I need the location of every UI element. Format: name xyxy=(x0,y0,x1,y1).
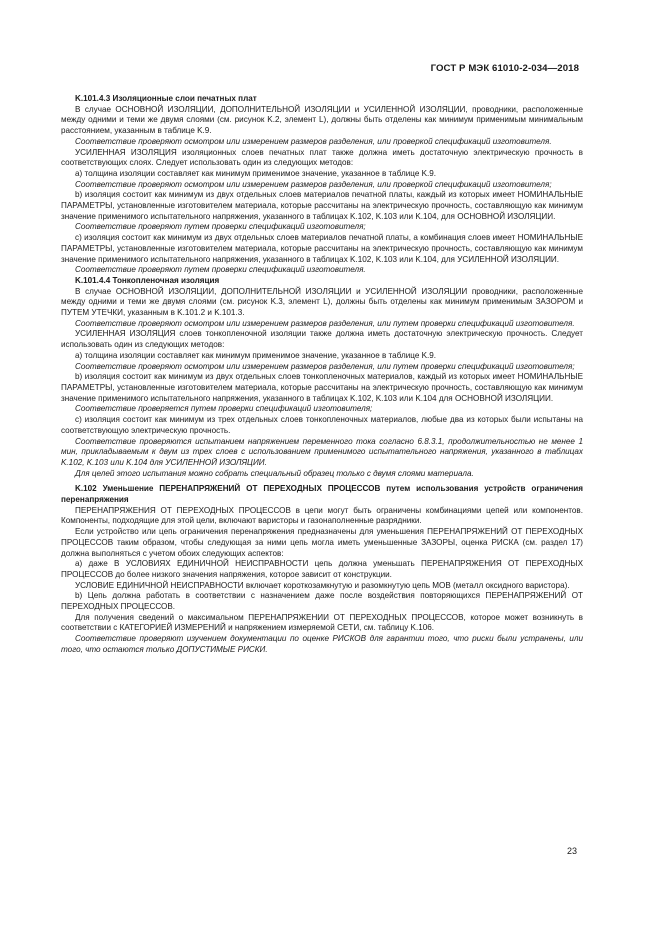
document-body xyxy=(61,94,583,656)
body-paragraph: a) толщина изоляции составляет как минимум применимое значение, указанное в таблице K.9. xyxy=(75,168,437,178)
page-number: 23 xyxy=(566,846,577,856)
compliance-note: Соответствие проверяется путем проверки спецификаций изготовителя; xyxy=(75,404,373,414)
compliance-note: Соответствие проверяются испытанием напряжением переменного тока согласно 6.8.3.1, продолжительностью не менее 1 мин, прикладываемым к двум из трех слоев с использованием применимого испытательного напряжения, указанного в таблицах K.102, K.103 или K.104 для УСИЛЕННОЙ ИЗОЛЯЦИИ. xyxy=(61,436,583,467)
section-heading: K.102 Уменьшение ПЕРЕНАПРЯЖЕНИЙ ОТ ПЕРЕХОДНЫХ ПРОЦЕССОВ путем использования устройств ограничения перенапряжения xyxy=(61,484,583,505)
compliance-note: Соответствие проверяют путем проверки спецификаций изготовителя; xyxy=(75,222,366,232)
compliance-note: Соответствие проверяют осмотром или измерением размеров разделения, или проверкой спецификаций изготовителя. xyxy=(75,136,552,146)
body-paragraph: Для получения сведений о максимальном ПЕРЕНАПРЯЖЕНИИ ОТ ПЕРЕХОДНЫХ ПРОЦЕССОВ, которое может возникнуть в соответствии с КАТЕГОРИЕЙ ИЗМЕРЕНИЙ и напряжением измеряемой СЕТИ, см. таблицу K.106. xyxy=(61,612,583,633)
body-paragraph: УСЛОВИЕ ЕДИНИЧНОЙ НЕИСПРАВНОСТИ включает короткозамкнутую и разомкнутую цепь MOB (металл оксидного варистора). xyxy=(75,580,570,590)
body-paragraph: c) изоляция состоит как минимум из двух отдельных слоев материалов печатной платы, а комбинация слоев имеет НОМИНАЛЬНЫЕ ПАРАМЕТРЫ, установленные изготовителем материала, которые рассчитаны на электрическую прочность, составляющую как минимум значение применимого испытательного напряжения, указанного в таблицах K.102, K.103 или K.104, для УСИЛЕННОЙ ИЗОЛЯЦИИ. xyxy=(61,233,583,264)
compliance-note: Соответствие проверяют осмотром или измерением размеров разделения, или путем проверки спецификаций изготовителя; xyxy=(75,361,575,371)
body-paragraph: b) изоляция состоит как минимум из двух отдельных слоев материалов печатной платы, каждый из которых имеет НОМИНАЛЬНЫЕ ПАРАМЕТРЫ, установленные изготовителем материала, которые рассчитаны на электрическую прочность, составляющую как минимум значение применимого испытательного напряжения, указанного в таблицах K.102, K.103 или K.104, для ОСНОВНОЙ ИЗОЛЯЦИИ. xyxy=(61,190,583,221)
body-paragraph: c) изоляция состоит как минимум из трех отдельных слоев тонкопленочных материалов, любые два из которых были испытаны на соответствующую электрическую прочность. xyxy=(61,415,583,435)
body-paragraph: a) толщина изоляции составляет как минимум применимое значение, указанное в таблице K.9. xyxy=(75,350,437,360)
body-paragraph: В случае ОСНОВНОЙ ИЗОЛЯЦИИ, ДОПОЛНИТЕЛЬНОЙ ИЗОЛЯЦИИ и УСИЛЕННОЙ ИЗОЛЯЦИИ проводники, расположенные между одними и теми же двумя слоями (см. рисунок K.3, элемент L), должны быть отделены как минимум применимым ЗАЗОРОМ и ПУТЕМ УТЕЧКИ, указанным в K.101.2 и K.101.3. xyxy=(61,286,583,318)
body-paragraph: Если устройство или цепь ограничения перенапряжения предназначены для уменьшения ПЕРЕНАПРЯЖЕНИЙ ОТ ПЕРЕХОДНЫХ ПРОЦЕССОВ таким образом, чтобы следующая за ними цепь могла иметь уменьшенные ЗАЗОРЫ, оценка РИСКА (см. раздел 17) должна выполняться с учетом обоих следующих аспектов: xyxy=(61,527,583,558)
body-paragraph: a) даже В УСЛОВИЯХ ЕДИНИЧНОЙ НЕИСПРАВНОСТИ цепь должна уменьшать ПЕРЕНАПРЯЖЕНИЯ ОТ ПЕРЕХОДНЫХ ПРОЦЕССОВ до более низкого значения напряжения, которое зависит от конструкции. xyxy=(61,559,583,579)
compliance-note: Соответствие проверяют осмотром или измерением размеров разделения, или проверкой спецификаций изготовителя; xyxy=(75,179,552,189)
body-paragraph: b) изоляция состоит как минимум из двух отдельных слоев тонкопленочных материалов, каждый из которых имеет НОМИНАЛЬНЫЕ ПАРАМЕТРЫ, установленные изготовителем материала, которые рассчитаны на электрическую прочность, составляющую как минимум значение применимого испытательного напряжения, указанного в таблицах K.102, K.103 или K.104 для ОСНОВНОЙ ИЗОЛЯЦИИ. xyxy=(61,372,583,403)
body-paragraph: b) Цепь должна работать в соответствии с назначением даже после воздействия повторяющихся ПЕРЕНАПРЯЖЕНИЙ ОТ ПЕРЕХОДНЫХ ПРОЦЕССОВ. xyxy=(61,591,583,612)
document-code-header: ГОСТ Р МЭК 61010-2-034—2018 xyxy=(430,63,579,74)
compliance-note: Соответствие проверяют изучением документации по оценке РИСКОВ для гарантии того, что риски были устранены, или того, что остаются только ДОПУСТИМЫЕ РИСКИ. xyxy=(61,634,583,654)
body-paragraph: УСИЛЕННАЯ ИЗОЛЯЦИЯ слоев тонкопленочной изоляции также должна иметь достаточную электрическую прочность. Следует использовать один из следующих методов: xyxy=(61,329,583,350)
section-heading: K.101.4.3 Изоляционные слои печатных плат xyxy=(75,94,257,103)
compliance-note: Соответствие проверяют путем проверки спецификаций изготовителя. xyxy=(75,265,366,275)
body-paragraph: УСИЛЕННАЯ ИЗОЛЯЦИЯ изоляционных слоев печатных плат также должна иметь достаточную электрическую прочность в соответствующих слоях. Следует использовать один из следующих методов: xyxy=(61,147,583,168)
compliance-note: Соответствие проверяют осмотром или измерением размеров разделения, или путем проверки спецификаций изготовителя. xyxy=(75,318,575,328)
body-paragraph: В случае ОСНОВНОЙ ИЗОЛЯЦИИ, ДОПОЛНИТЕЛЬНОЙ ИЗОЛЯЦИИ и УСИЛЕННОЙ ИЗОЛЯЦИИ, проводники, расположенные между одними и теми же двумя слоями (см. рисунок K.2, элемент L), должны быть отделены как минимум применимым минимальным расстоянием, указанным в таблице K.9. xyxy=(61,104,583,136)
section-heading: K.101.4.4 Тонкопленочная изоляция xyxy=(75,275,220,285)
compliance-note: Для целей этого испытания можно собрать специальный образец только с двумя слоями материала. xyxy=(75,468,474,478)
body-paragraph: ПЕРЕНАПРЯЖЕНИЯ ОТ ПЕРЕХОДНЫХ ПРОЦЕССОВ в цепи могут быть ограничены комбинациями цепей или компонентов. Компоненты, подходящие для этой цели, включают варисторы и газонаполненные разрядники. xyxy=(61,505,583,526)
